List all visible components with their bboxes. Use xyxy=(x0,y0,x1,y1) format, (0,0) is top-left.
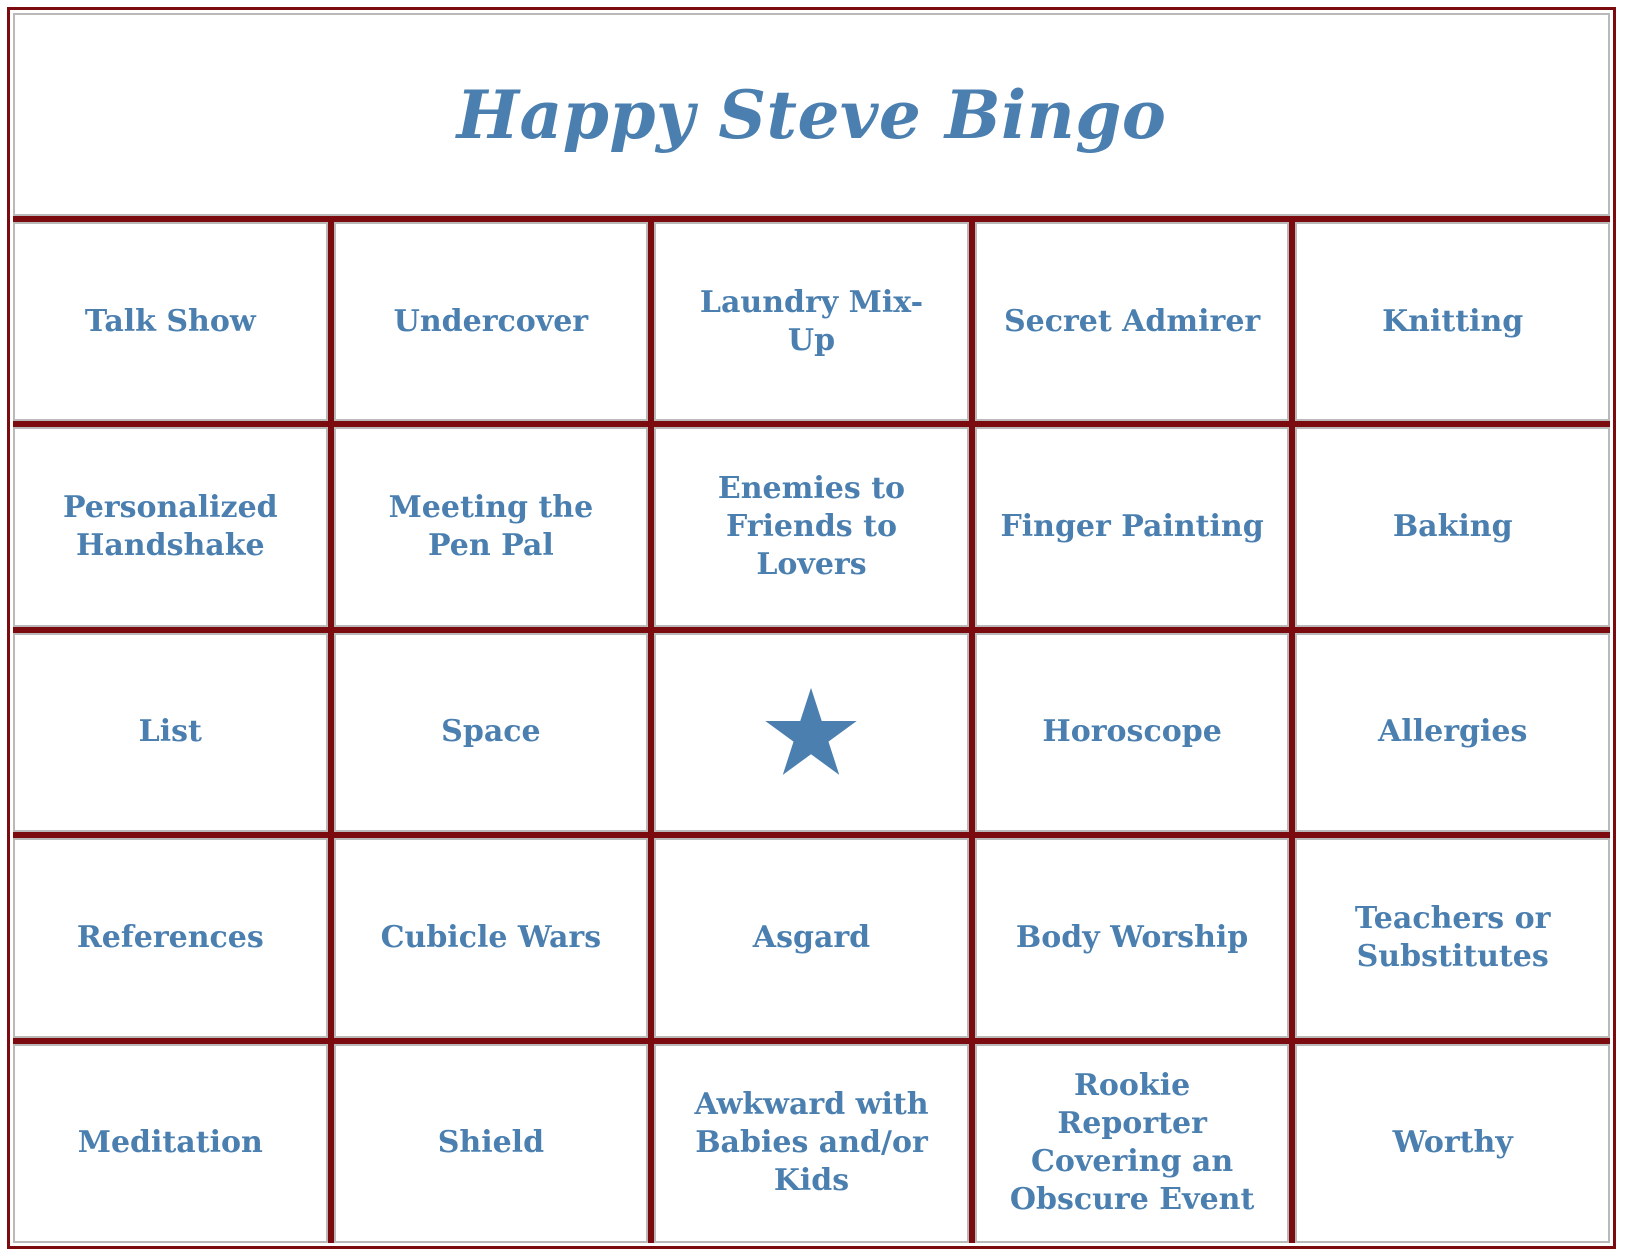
bingo-cell[interactable] xyxy=(975,1044,1290,1243)
bingo-cell-label: Laundry Mix-Up xyxy=(699,284,924,358)
bingo-cell[interactable] xyxy=(334,427,649,626)
free-space-cell[interactable] xyxy=(654,633,969,832)
bingo-cell[interactable] xyxy=(1295,427,1610,626)
bingo-cell[interactable] xyxy=(1295,838,1610,1037)
bingo-cell[interactable] xyxy=(975,427,1290,626)
bingo-cell[interactable] xyxy=(975,838,1290,1037)
bingo-cell[interactable] xyxy=(13,222,328,421)
bingo-cell[interactable] xyxy=(1295,1044,1610,1243)
bingo-cell[interactable] xyxy=(334,1044,649,1243)
bingo-cell-label: Asgard xyxy=(752,919,871,955)
star-icon xyxy=(763,684,859,780)
bingo-cell-label: Undercover xyxy=(393,303,589,339)
bingo-cell[interactable] xyxy=(975,633,1290,832)
bingo-cell-label: Personalized Handshake xyxy=(62,490,278,564)
bingo-cell[interactable] xyxy=(975,222,1290,421)
bingo-card xyxy=(7,7,1616,1249)
bingo-cell-label: Secret Admirer xyxy=(1003,303,1261,339)
bingo-cell[interactable] xyxy=(13,633,328,832)
bingo-cell[interactable] xyxy=(654,838,969,1037)
bingo-cell-label: Cubicle Wars xyxy=(380,919,602,955)
bingo-cell-label: Baking xyxy=(1392,509,1513,545)
bingo-cell-label: References xyxy=(76,919,264,955)
bingo-cell-label: Meditation xyxy=(77,1125,263,1161)
bingo-cell[interactable] xyxy=(13,1044,328,1243)
bingo-cell[interactable] xyxy=(334,838,649,1037)
bingo-cell[interactable] xyxy=(1295,633,1610,832)
bingo-cell[interactable] xyxy=(654,222,969,421)
bingo-cell-label: Teachers or Substitutes xyxy=(1354,900,1551,974)
bingo-cell-label: Worthy xyxy=(1392,1125,1513,1161)
bingo-cell-label: Rookie Reporter Covering an Obscure Event xyxy=(1009,1068,1255,1218)
bingo-cell-label: Awkward with Babies and/or Kids xyxy=(694,1087,929,1199)
bingo-cell[interactable] xyxy=(1295,222,1610,421)
bingo-cell[interactable] xyxy=(334,633,649,832)
bingo-grid xyxy=(13,222,1610,1243)
bingo-cell[interactable] xyxy=(654,427,969,626)
bingo-cell-label: Allergies xyxy=(1378,714,1528,750)
bingo-cell-label: Space xyxy=(441,714,541,750)
bingo-cell-label: List xyxy=(138,714,202,750)
bingo-cell-label: Finger Painting xyxy=(1000,509,1264,545)
bingo-cell[interactable] xyxy=(334,222,649,421)
bingo-cell[interactable] xyxy=(13,427,328,626)
bingo-cell-label: Shield xyxy=(437,1125,545,1161)
bingo-cell-label: Talk Show xyxy=(84,303,256,339)
bingo-cell-label: Body Worship xyxy=(1015,919,1249,955)
bingo-cell-label: Horoscope xyxy=(1042,714,1222,750)
bingo-cell-label: Meeting the Pen Pal xyxy=(388,490,594,564)
bingo-cell-label: Enemies to Friends to Lovers xyxy=(717,471,906,583)
bingo-cell-label: Knitting xyxy=(1382,303,1524,339)
page-title: Happy Steve Bingo xyxy=(456,75,1167,154)
bingo-cell[interactable] xyxy=(13,838,328,1037)
bingo-cell[interactable] xyxy=(654,1044,969,1243)
title-header xyxy=(13,13,1610,216)
